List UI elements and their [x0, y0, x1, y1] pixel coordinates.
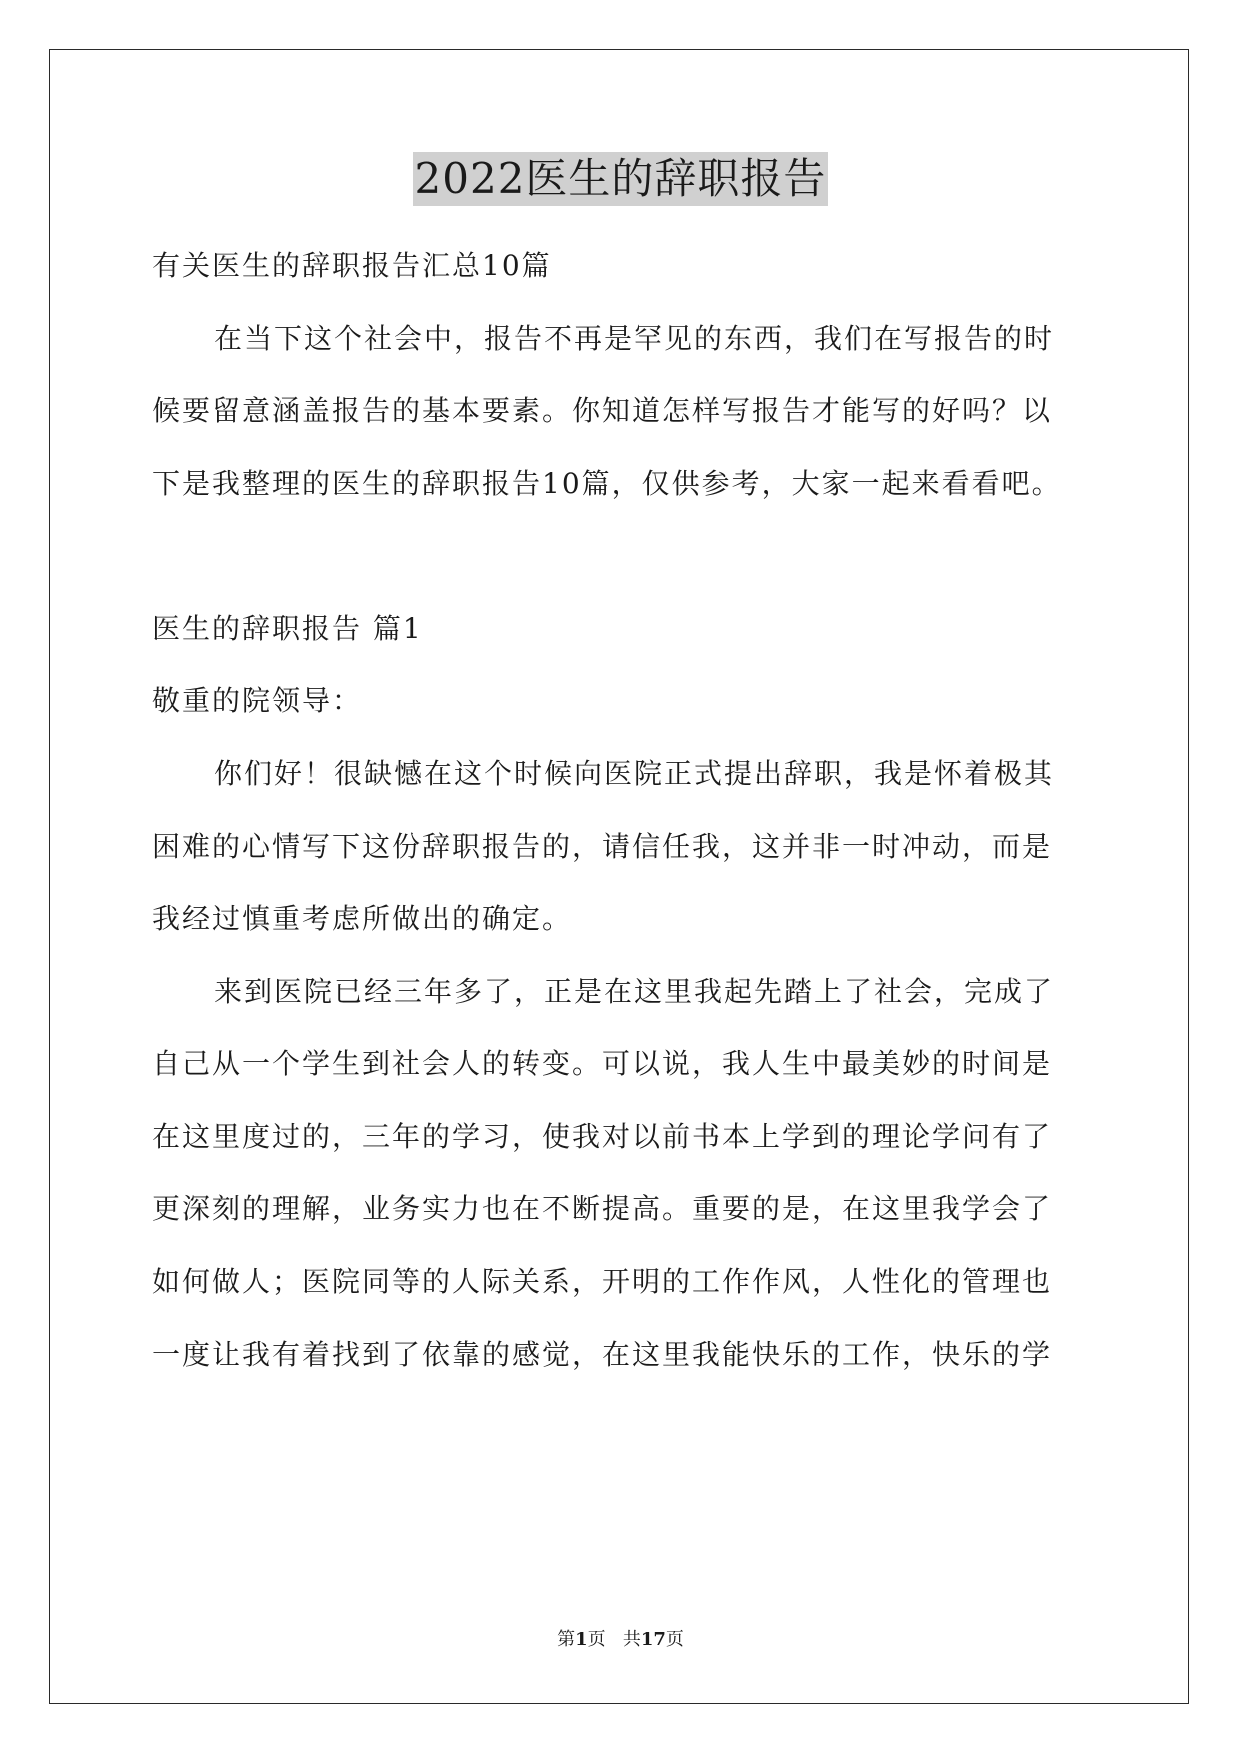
paragraph-line: 如何做人；医院同等的人际关系，开明的工作作风，人性化的管理也 — [152, 1265, 1053, 1298]
paragraph-line: 来到医院已经三年多了，正是在这里我起先踏上了社会，完成了 — [214, 975, 1055, 1008]
intro-line: 下是我整理的医生的辞职报告10篇，仅供参考，大家一起来看看吧。 — [152, 467, 1062, 500]
paragraph-line: 我经过慎重考虑所做出的确定。 — [152, 902, 573, 935]
page-prefix: 第 — [557, 1629, 576, 1650]
salutation: 敬重的院领导： — [152, 684, 363, 717]
paragraph-line: 一度让我有着找到了依靠的感觉，在这里我能快乐的工作，快乐的学 — [152, 1338, 1053, 1371]
page-footer — [0, 1628, 1241, 1652]
paragraph-line: 在这里度过的，三年的学习，使我对以前书本上学到的理论学问有了 — [152, 1120, 1053, 1153]
paragraph-line: 更深刻的理解，业务实力也在不断提高。重要的是，在这里我学会了 — [152, 1192, 1053, 1225]
page-number: 1 — [575, 1629, 588, 1650]
section-heading: 医生的辞职报告 篇1 — [152, 612, 423, 645]
document-subtitle: 有关医生的辞职报告汇总10篇 — [152, 249, 552, 282]
paragraph-line: 自己从一个学生到社会人的转变。可以说，我人生中最美妙的时间是 — [152, 1047, 1053, 1080]
intro-line: 候要留意涵盖报告的基本要素。你知道怎样写报告才能写的好吗？以 — [152, 394, 1053, 427]
page-border — [49, 49, 1189, 1704]
total-prefix: 共 — [622, 1629, 641, 1650]
document-title-text: 2022医生的辞职报告 — [413, 152, 829, 206]
total-suffix: 页 — [665, 1629, 684, 1650]
intro-line: 在当下这个社会中，报告不再是罕见的东西，我们在写报告的时 — [214, 322, 1055, 355]
document-title — [0, 152, 1241, 206]
page-suffix: 页 — [587, 1629, 606, 1650]
total-pages: 17 — [640, 1629, 666, 1650]
paragraph-line: 困难的心情写下这份辞职报告的，请信任我，这并非一时冲动，而是 — [152, 830, 1053, 863]
paragraph-line: 你们好！很缺憾在这个时候向医院正式提出辞职，我是怀着极其 — [214, 757, 1055, 790]
